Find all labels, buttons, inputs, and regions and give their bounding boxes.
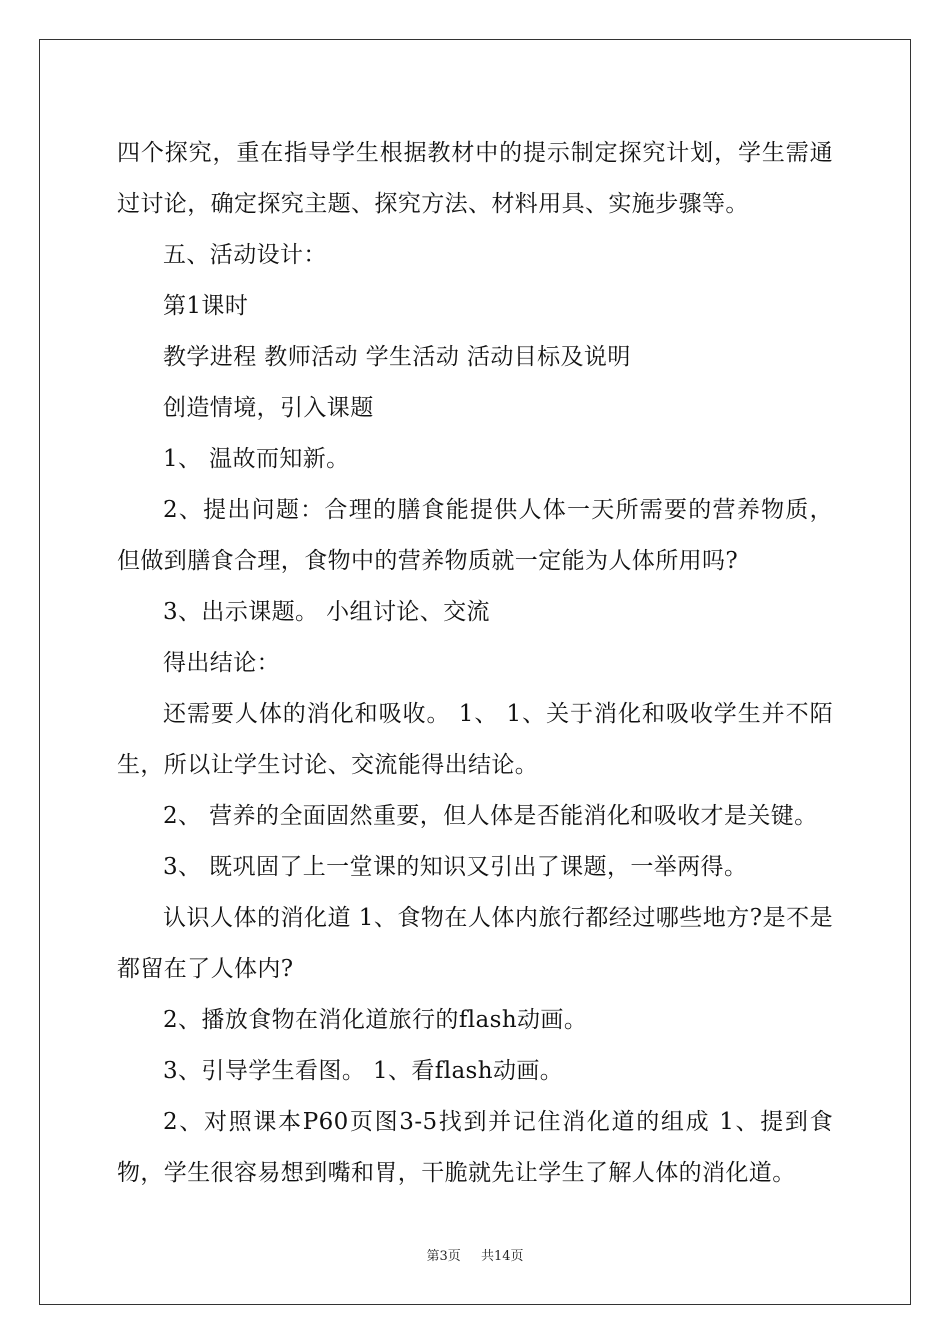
paragraph: 创造情境，引入课题: [163, 395, 374, 421]
document-body: [117, 128, 833, 1199]
page-number: 第3页: [426, 1249, 461, 1264]
paragraph: 认识人体的消化道 1、食物在人体内旅行都经过哪些地方?是不是都留在了人体内?: [117, 905, 833, 982]
paragraph: 教学进程 教师活动 学生活动 活动目标及说明: [163, 344, 631, 370]
paragraph: 五、活动设计：: [163, 242, 327, 268]
paragraph: 3、引导学生看图。 1、看flash动画。: [163, 1058, 564, 1084]
paragraph: 2、对照课本P60页图3-5找到并记住消化道的组成 1、提到食物，学生很容易想到嘴和胃，干脆就先让学生了解人体的消化道。: [117, 1109, 833, 1186]
paragraph: 1、 温故而知新。: [163, 446, 350, 472]
paragraph: 还需要人体的消化和吸收。 1、 1、关于消化和吸收学生并不陌生，所以让学生讨论、交流能得出结论。: [117, 701, 833, 778]
paragraph: 四个探究，重在指导学生根据教材中的提示制定探究计划，学生需通过讨论，确定探究主题、探究方法、材料用具、实施步骤等。: [117, 140, 833, 217]
paragraph: 2、 营养的全面固然重要，但人体是否能消化和吸收才是关键。: [163, 803, 818, 829]
paragraph: 第1课时: [163, 293, 249, 319]
paragraph: 得出结论：: [163, 650, 280, 676]
paragraph: 3、 既巩固了上一堂课的知识又引出了课题，一举两得。: [163, 854, 748, 880]
page-footer: [0, 1245, 950, 1264]
paragraph: 2、播放食物在消化道旅行的flash动画。: [163, 1007, 588, 1033]
paragraph: 3、出示课题。 小组讨论、交流: [163, 599, 490, 625]
paragraph: 2、提出问题：合理的膳食能提供人体一天所需要的营养物质，但做到膳食合理，食物中的营养物质就一定能为人体所用吗?: [117, 497, 833, 574]
page-total: 共14页: [480, 1249, 524, 1264]
